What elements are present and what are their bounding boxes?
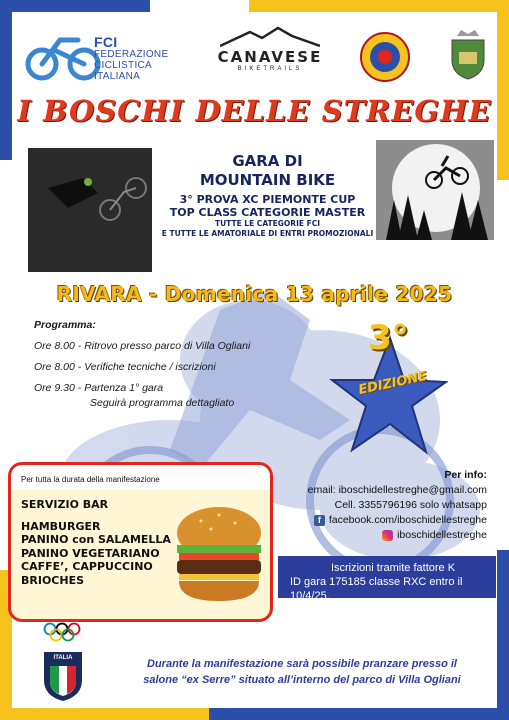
canavese-sub: BIKETRAILS: [237, 66, 303, 72]
info-instagram[interactable]: iboschidellestreghe: [397, 529, 487, 541]
info-instagram-row[interactable]: [247, 528, 487, 543]
municipal-crest-icon: [449, 30, 487, 80]
race-line-6: E TUTTE LE AMATORIALE DI ENTRI PROMOZIONALI: [161, 229, 374, 238]
bar-top-note: Per tutta la durata della manifestazione: [11, 465, 270, 490]
canavese-name: CANAVESE: [217, 48, 323, 66]
moon-bike-silhouette-photo: [376, 140, 494, 240]
info-facebook[interactable]: facebook.com/iboschidellestreghe: [328, 514, 487, 526]
bar-menu-item: BRIOCHES: [21, 573, 85, 587]
info-phone[interactable]: Cell. 3355796196 solo whatsapp: [334, 499, 487, 511]
program-followup: Seguirà programma dettagliato: [90, 397, 235, 409]
race-line-5: TUTTE LE CATEGORIE FCI: [214, 219, 321, 228]
bar-menu-item: PANINO con SALAMELLA: [21, 533, 171, 546]
fci-abbr: FCI: [94, 34, 118, 50]
burger-illustration: [171, 495, 266, 615]
program-item: Ore 9.30 - Partenza 1° gara: [34, 382, 164, 394]
program-item: Ore 8.00 - Verifiche tecniche / iscrizioni: [34, 361, 216, 373]
insieme-associati-seal-icon: [360, 32, 410, 82]
fci-line-3: ITALIANA: [94, 71, 141, 82]
info-facebook-row[interactable]: [247, 513, 487, 528]
footer-note: [112, 656, 492, 688]
footer-line-1: Durante la manifestazione sarà possibile pranzare presso il: [147, 658, 457, 670]
bar-menu-item: PANINO VEGETARIANO: [21, 546, 160, 560]
corner-block-top-right-side: [497, 0, 509, 180]
bar-menu-item: CAFFE’, CAPPUCCINO: [21, 560, 153, 573]
fci-line-2: CICLISTICA: [94, 60, 153, 71]
footer-line-2: salone “ex Serre” situato all’interno del parco di Villa Ogliani: [143, 674, 461, 686]
canavese-biketrails-logo: [210, 26, 330, 81]
info-label: Per info:: [444, 469, 487, 481]
corner-block-bottom-left: [0, 708, 210, 720]
edition-number: 3°: [368, 318, 409, 358]
bar-service-title: SERVIZIO BAR: [21, 498, 109, 511]
corner-block-bottom-right-side: [497, 550, 509, 720]
program-item: Ore 8.00 - Ritrovo presso parco di Villa Ogliani: [34, 340, 251, 352]
race-line-4: TOP CLASS CATEGORIE MASTER: [169, 206, 366, 219]
corner-block-top-left-side: [0, 0, 12, 160]
contact-info: [247, 468, 487, 543]
instagram-icon: [382, 530, 393, 541]
corner-block-bottom-right: [209, 708, 509, 720]
fci-line-1: FEDERAZIONE: [94, 49, 169, 60]
witch-on-bike-photo: [28, 148, 152, 272]
race-details: [160, 152, 375, 239]
bar-service-box: [8, 462, 273, 622]
event-title: I BOSCHI DELLE STREGHE: [17, 94, 492, 128]
race-line-3: 3° PROVA XC PIEMONTE CUP: [179, 193, 356, 206]
corner-block-top-left: [0, 0, 150, 12]
race-line-2: MOUNTAIN BIKE: [199, 171, 336, 189]
corner-block-top-right: [249, 0, 509, 12]
race-line-1: GARA DI: [232, 152, 303, 170]
bar-menu-item: HAMBURGER: [21, 519, 101, 533]
italia-shield: [42, 650, 84, 702]
info-email[interactable]: email: iboschidellestreghe@gmail.com: [307, 484, 487, 496]
program-list: [34, 319, 250, 409]
registration-box: [278, 556, 496, 602]
registration-line-2: ID gara 175185 classe RXC entro il 10/4/25.: [290, 576, 463, 602]
event-date-location: RIVARA - Domenica 13 aprile 2025: [56, 282, 453, 306]
program-heading: Programma:: [34, 319, 96, 331]
mountain-icon: [220, 26, 320, 48]
registration-line-1: Iscrizioni tramite fattore K: [330, 562, 456, 574]
italia-label: ITALIA: [53, 655, 73, 661]
edition-label: EDIZIONE: [357, 368, 429, 399]
fci-logo-text: [94, 34, 169, 82]
facebook-icon: f: [314, 515, 325, 526]
edition-star-badge: [328, 318, 448, 468]
olympic-rings-icon: [42, 622, 82, 642]
